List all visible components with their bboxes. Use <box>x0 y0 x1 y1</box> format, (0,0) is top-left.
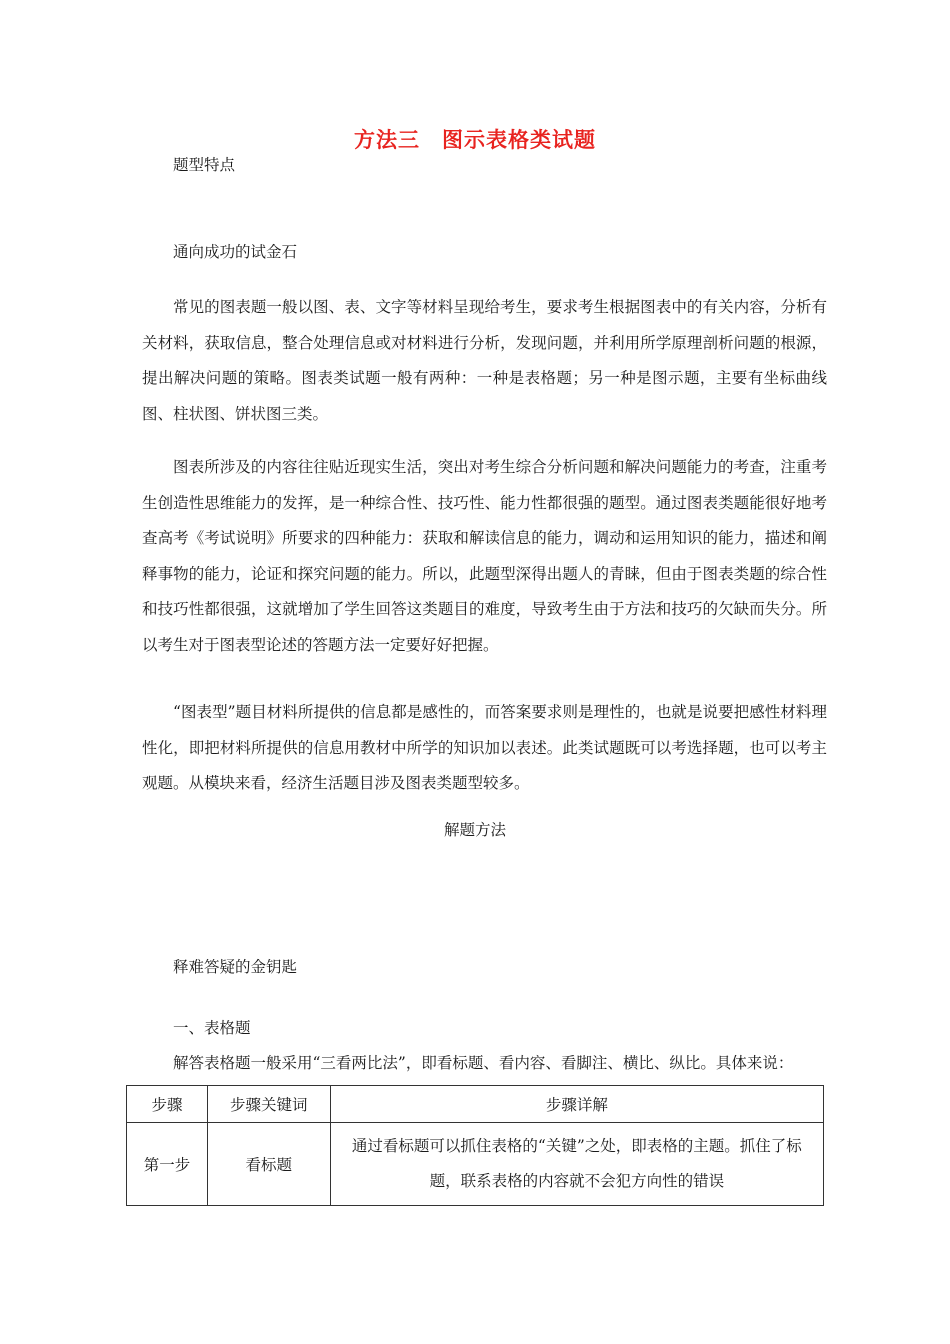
subsection-table-heading: 一、表格题 <box>173 1019 251 1037</box>
paragraph-intro: 常见的图表题一般以图、表、文字等材料呈现给考生，要求考生根据图表中的有关内容，分析有关材料，获取信息，整合处理信息或对材料进行分析，发现问题，并利用所学原理剖析问题的根源，提出解决问题的策略。图表类试题一般有两种：一种是表格题；另一种是图示题，主要有坐标曲线图、柱状图、饼状图三类。 <box>142 298 827 423</box>
section-features-heading: 题型特点 <box>173 156 236 174</box>
table-header-row <box>127 1086 824 1123</box>
steps-table <box>126 1085 824 1206</box>
table-cell-step: 第一步 <box>127 1123 208 1206</box>
table-header-cell: 步骤关键词 <box>207 1086 330 1123</box>
table-cell-keyword: 看标题 <box>207 1123 330 1206</box>
table-row <box>127 1123 824 1206</box>
paragraph-abilities: 图表所涉及的内容往往贴近现实生活，突出对考生综合分析问题和解决问题能力的考查，注重考生创造性思维能力的发挥，是一种综合性、技巧性、能力性都很强的题型。通过图表类题能很好地考查高考《考试说明》所要求的四种能力：获取和解读信息的能力，调动和运用知识的能力，描述和阐释事物的能力，论证和探究问题的能力。所以，此题型深得出题人的青睐，但由于图表类题的综合性和技巧性都很强，这就增加了学生回答这类题目的难度，导致考生由于方法和技巧的欠缺而失分。所以考生对于图表型论述的答题方法一定要好好把握。 <box>142 458 827 654</box>
table-header-cell: 步骤详解 <box>330 1086 823 1123</box>
page-title: 方法三 图示表格类试题 <box>354 127 596 152</box>
paragraph-perceptual: “图表型”题目材料所提供的信息都是感性的，而答案要求则是理性的，也就是说要把感性材料理性化，即把材料所提供的信息用教材中所学的知识加以表述。此类试题既可以考选择题，也可以考主观题。从模块来看，经济生活题目涉及图表类题型较多。 <box>142 703 827 792</box>
table-intro: 解答表格题一般采用“三看两比法”，即看标题、看内容、看脚注、横比、纵比。具体来说： <box>173 1054 794 1072</box>
section-method-heading: 解题方法 <box>443 821 506 839</box>
section-touchstone-heading: 通向成功的试金石 <box>173 243 298 261</box>
table-header-cell: 步骤 <box>127 1086 208 1123</box>
table-cell-detail: 通过看标题可以抓住表格的“关键”之处，即表格的主题。抓住了标题，联系表格的内容就不会犯方向性的错误 <box>330 1123 823 1206</box>
section-key-heading: 释难答疑的金钥匙 <box>173 958 298 976</box>
